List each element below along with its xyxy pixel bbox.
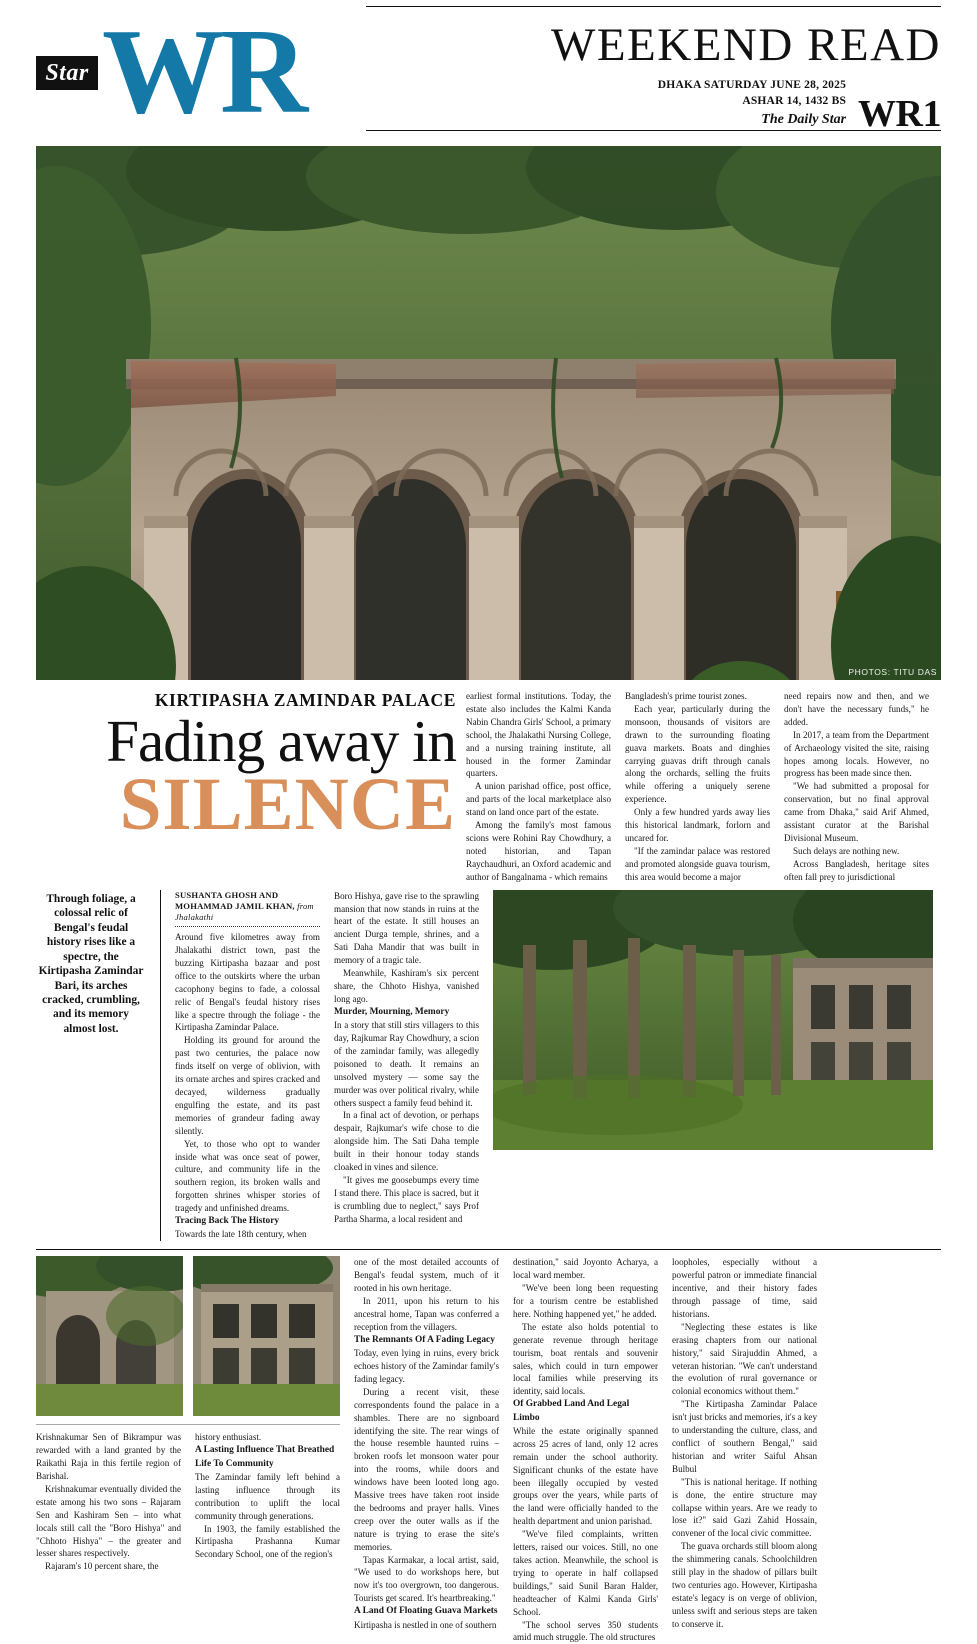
paragraph: Holding its ground for around the past two centuries, the palace now finds itself on verge of oblivion, with its ornate arches and spires cracked and decayed, wilderness gradually engulfing the estate, and its past memories of grandeur fading away silently. [175, 1035, 320, 1136]
photo-rule [36, 1424, 340, 1425]
body-column-2 [334, 890, 479, 1242]
byline [175, 890, 320, 924]
hero-photo-illustration [36, 146, 941, 680]
bottom-column-1 [36, 1431, 181, 1573]
paragraph: Such delays are nothing new. [793, 845, 900, 856]
secondary-photo-illustration [493, 890, 933, 1150]
hero-photo [36, 146, 941, 680]
paragraph: The Zamindar family left behind a lasting influence through its contribution to uplift the local community through generations. [195, 1471, 340, 1521]
headline-line-1: Fading away in [106, 708, 456, 774]
byline-authors: SUSHANTA GHOSH AND MOHAMMAD JAMIL KHAN, [175, 889, 295, 911]
mid-section [36, 890, 941, 1242]
paragraph: While the estate originally spanned across 25 acres of land, only 12 acres remain under the school authority. Significant chunks of the estate have been illegally occupied by vested groups over the years, while parts of the land were officially handed to the health department and union parishad. [513, 1425, 658, 1527]
paragraph: In a final act of devotion, or perhaps despair, Rajkumar's wife chose to die alongside him. The Sati Daha temple built in their honour today stands cloaked in vines and silence. [334, 1110, 479, 1173]
page-number: WR1 [858, 92, 941, 135]
publication-name: The Daily Star [761, 112, 847, 128]
photo-credit: PHOTOS: TITU DAS [848, 667, 937, 677]
body-column-6 [784, 690, 929, 884]
wr-logo [36, 4, 305, 139]
date-line: DHAKA SATURDAY JUNE 28, 2025 [657, 79, 847, 91]
body-column-5 [625, 690, 770, 884]
paragraph: need repairs now and then, and we don't have the necessary funds," he added. [784, 691, 929, 727]
paragraph: Among the family's most famous scions were Rohini Ray Chowdhury, a noted historian, and Tapan Raychaudhuri, an Oxford academic and author of Bangalnama - which remains [466, 820, 611, 882]
paragraph: Rajaram's 10 percent share, the [45, 1561, 159, 1572]
bottom-section [36, 1256, 941, 1644]
photo-pair [36, 1256, 340, 1416]
body-column-1 [175, 890, 320, 1242]
headline-block [36, 690, 466, 884]
paragraph: Each year, particularly during the monsoon, thousands of visitors are drawn to the surrounding floating guava markets. Boats and dinghies carrying guavas drift through canals along the orchards, selling the fruits while offering a uniquely serene experience. [625, 703, 770, 805]
paragraph: Across Bangladesh, heritage sites often fall prey to jurisdictional [784, 858, 929, 882]
paragraph: Kirtipasha is nestled in one of southern [354, 1619, 497, 1630]
headline-area [36, 690, 941, 884]
paragraph: The estate also holds potential to generate revenue through heritage tourism, boat rentals and souvenir sales, which could in turn empower local families while preserving its identity, said locals. [513, 1321, 658, 1397]
subheading: A Lasting Influence That Breathed Life To Community [195, 1445, 335, 1469]
byline-rule [175, 926, 320, 927]
subheading: Murder, Mourning, Memory [334, 1006, 450, 1017]
paragraph: "The school serves 350 students amid much struggle. The old structures [513, 1619, 658, 1643]
paragraph: In 2011, upon his return to his ancestral home, Tapan was conferred a reception from the villagers. [354, 1296, 499, 1332]
paragraph: During a recent visit, these correspondents found the palace in a shambles. There are no signboard identifying the site. The rear wings of the house resemble haunted ruins – broken roofs let monsoon water pour into the rooms, while doors and windows have been looted long ago. Massive trees have taken root inside the bedrooms and prayer halls. Vines creep over the outer walls as if the nature is trying to erase the site's memories. [354, 1386, 499, 1552]
paragraph: In 2017, a team from the Department of Archaeology visited the site, raising hopes among locals. However, no progress has been made since then. [784, 729, 929, 779]
standfirst: Through foliage, a colossal relic of Bengal's feudal history rises like a spectre, the Kirtipasha Zamindar Bari, its arches cracked, crumbling, and its memory almost lost. [38, 892, 144, 1035]
paragraph: Towards the late 18th century, when [175, 1229, 307, 1240]
section-rule [36, 1249, 941, 1250]
secondary-photo [493, 890, 933, 1150]
kicker: KIRTIPASHA ZAMINDAR PALACE [154, 690, 456, 710]
paragraph: In a story that still stirs villagers to this day, Rajkumar Ray Chowdhury, a scion of the zamindar family, was allegedly poisoned to death. It remains an unsolved mystery — some say the murder was over political rivalry, while others suspect a family feud behind it. [334, 1020, 479, 1108]
paragraph: loopholes, especially without a powerful patron or immediate financial incentive, and their history fades through passage of time, said historians. [672, 1257, 817, 1319]
byline-location: from Jhalakathi [175, 900, 314, 922]
paragraph: The guava orchards still bloom along the shimmering canals. Schoolchildren still play in the shadow of pillars built two centuries ago. However, Kirtipasha estate's legacy is on verge of oblivion, unless swift and serious steps are taken to conserve it. [672, 1541, 817, 1629]
bottom-column-4 [513, 1256, 658, 1644]
masthead [36, 0, 941, 140]
bottom-left-columns [36, 1431, 340, 1573]
paragraph: Meanwhile, Kashiram's six percent share, the Chhoto Hishya, vanished long ago. [334, 968, 479, 1004]
headline-line-2: SILENCE [119, 762, 456, 846]
bangla-date: ASHAR 14, 1432 BS [742, 94, 847, 107]
bottom-left-block [36, 1256, 340, 1644]
paragraph: "We've filed complaints, written letters, raised our voices. Still, no one takes action. Meanwhile, the school is trying to operate in half collapsed buildings," said Sunil Baran Halder, headteacher of Kalmi Kanda Girls' School. [513, 1529, 658, 1617]
small-photo-right [193, 1256, 340, 1416]
paragraph: "If the zamindar palace was restored and promoted alongside guava tourism, this area would become a major [625, 845, 770, 882]
star-badge: Star [36, 56, 98, 90]
small-photo-right-illustration [193, 1256, 340, 1416]
masthead-bottom-rule [366, 130, 941, 131]
masthead-dates [658, 78, 846, 130]
masthead-top-rule [366, 6, 941, 7]
paragraph: "It gives me goosebumps every time I stand there. This place is sacred, but it is crumbling due to neglect," says Prof Partha Sharma, a local resident and [334, 1174, 479, 1224]
paragraph: "The Kirtipasha Zamindar Palace isn't just bricks and memories, it's a key to understanding the culture, class, and conflict of southern Bengal," said historian and writer Saiful Ahsan Bulbul [672, 1399, 817, 1474]
small-photo-left-illustration [36, 1256, 183, 1416]
paragraph: earliest formal institutions. Today, the estate also includes the Kalmi Kanda Nabin Chandra Girls' School, a primary school, the Jhalakathi Nursing College, and a nursing training institute, all housed in the former Zamindar quarters. [466, 691, 611, 779]
section-title: WEEKEND READ [550, 19, 941, 71]
paragraph: In 1903, the family established the Kirtipasha Prashanna Kumar Secondary School, one of the region's [195, 1523, 340, 1560]
paragraph: A union parishad office, post office, and parts of the local marketplace also stand on land once part of the estate. [466, 781, 611, 818]
paragraph: history enthusiast. [195, 1432, 262, 1443]
paragraph: Today, even lying in ruins, every brick echoes history of the Zamindar family's fading legacy. [354, 1348, 499, 1384]
subheading: The Remnants Of A Fading Legacy [354, 1334, 495, 1345]
top-right-columns [466, 690, 941, 884]
bottom-column-3 [354, 1256, 499, 1644]
paragraph: "We've been long been requesting for a tourism centre be established here. Nothing happened yet," he added. [513, 1283, 658, 1319]
subheading: A Land Of Floating Guava Markets [354, 1606, 498, 1617]
paragraph: Boro Hishya, gave rise to the sprawling mansion that now stands in ruins at the heart of the estate. It still houses an ancient Durga temple, shrines, and a Sati Daha Mandir that was built in memory of a tragic tale. [334, 890, 479, 966]
paragraph: "This is national heritage. If nothing is done, the entire structure may collapse within years. Are we ready to lose it?" said Gazi Zahid Hossain, convener of the local civic committee. [672, 1476, 817, 1539]
paragraph: "Neglecting these estates is like erasing chapters from our national history," said Sirajuddin Ahmed, a veteran historian. "We can't understand the evolution of rural governance or colonial economics without them." [672, 1321, 817, 1397]
subheading: Of Grabbed Land And Legal Limbo [513, 1399, 630, 1423]
vertical-divider [160, 890, 161, 1242]
masthead-right [550, 19, 941, 135]
small-photo-left [36, 1256, 183, 1416]
bottom-column-5 [672, 1256, 817, 1644]
wr-logo-text: WR [102, 4, 305, 139]
paragraph: "We had submitted a proposal for conservation, but no final approval came from Dhaka," said Arif Ahmed, assistant curator at the Barishal Divisional Museum. [784, 781, 929, 843]
paragraph: Only a few hundred yards away lies this historical landmark, forlorn and uncared for. [625, 807, 770, 843]
paragraph: Yet, to those who opt to wander inside what was once seat of power, culture, and community life in the southern region, its broken walls and forgotten shrines whisper stories of tragedy and unfinished dreams. [175, 1138, 320, 1214]
paragraph: Bangladesh's prime tourist zones. [625, 691, 747, 701]
paragraph: Tapas Karmakar, a local artist, said, "We used to do workshops here, but now it's too overgrown, too dangerous. Tourists get scared. It's heartbreaking." [354, 1554, 499, 1604]
paragraph: Around five kilometres away from Jhalakathi district town, past the buzzing Kirtipasha bazaar and post office to the outskirts where the urban cacophony begins to fade, a colossal relic of Bengal's feudal history rises like a spectre through the foliage - the Kirtipasha Zamindar Palace. [175, 932, 320, 1033]
paragraph: Krishnakumar Sen of Bikrampur was rewarded with a land granted by the Raikathi Raja in this fertile region of Barishal. [36, 1432, 181, 1482]
body-column-4 [466, 690, 611, 884]
bottom-column-2 [195, 1431, 340, 1573]
paragraph: Krishnakumar eventually divided the estate among his two sons – Rajaram Sen and Kashiram Sen – into what locals still call the "Boro Hishya" and "Chhoto Hishya" – the greater and lesser shares respectively. [36, 1483, 181, 1559]
paragraph: one of the most detailed accounts of Bengal's feudal system, much of it rooted in his own heritage. [354, 1257, 499, 1294]
subheading: Tracing Back The History [175, 1216, 280, 1227]
paragraph: destination," said Joyonto Acharya, a local ward member. [513, 1257, 658, 1281]
